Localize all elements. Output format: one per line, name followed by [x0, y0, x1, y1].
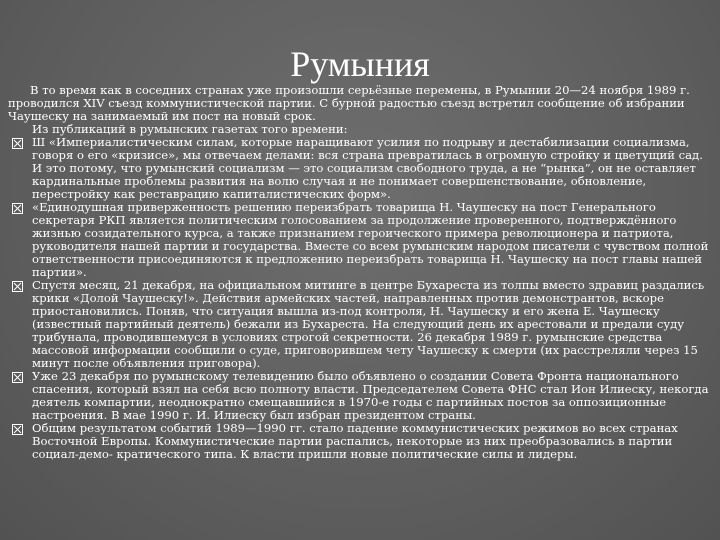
- list-item-text: Ш «Империалистическим силам, которые наращивают усилия по подрыву и дестабилизации социализма, говоря о его «кризисе», мы отвечаем делами: вся страна превратилась в огромную стройку и цветущий сад. И это потому, что румынский социализм — это социализм свободного труда, а не “рынка”, он не оставляет кардинальные проблемы развития на волю случая и не понимает совершенствование, обновление, перестройку как реставрацию капиталистических форм».: [32, 135, 703, 201]
- list-item: [8, 136, 710, 201]
- checkbox-cross-icon: [12, 203, 23, 214]
- list-item-text: Общим результатом событий 1989—1990 гг. стало падение коммунистических режимов во всех странах Восточной Европы. Коммунистические партии распались, некоторые из них преобразовались в партии социал-демо- кратического типа. К власти пришли новые политические силы и лидеры.: [32, 421, 678, 461]
- publications-heading: Из публикаций в румынских газетах того времени:: [32, 122, 348, 136]
- checkbox-cross-icon: [12, 424, 23, 435]
- checkbox-cross-icon: [12, 372, 23, 383]
- list-item-text: Спустя месяц, 21 декабря, на официальном митинге в центре Бухареста из толпы вместо здравиц раздались крики «Долой Чаушеску!». Действия армейских частей, направленных против демонстрантов, вскоре приостановились. Поняв, что ситуация вышла из-под контроля, Н. Чаушеску и его жена Е. Чаушеску (известный партийный деятель) бежали из Бухареста. На следующий день их арестовали и предали суду трибунала, проводившемуся в условиях строгой секретности. 26 декабря 1989 г. румынские средства массовой информации сообщили о суде, приговорившем чету Чаушеску к смерти (их расстреляли через 15 минут после объявления приговора).: [32, 278, 705, 370]
- checkbox-cross-icon: [12, 138, 23, 149]
- list-item: [8, 201, 710, 279]
- slide-body: [8, 84, 710, 461]
- list-item-text: «Единодушная приверженность решению переизбрать товарища Н. Чаушеску на пост Генерального секретаря РКП является политическим голосованием за продолжение проверенного, подтверждённого жизнью созидательного курса, а также признанием героического примера революционера и патриота, руководителя нашей партии и государства. Вместе со всем румынским народом писатели с чувством полной ответственности присоединяются к предложению переизбрать товарища Н. Чаушеску на пост главы нашей партии».: [32, 200, 709, 279]
- intro-paragraph: В то время как в соседних странах уже произошли серьёзные перемены, в Румынии 20—24 ноября 1989 г. проводился XIV съезд коммунистической партии. С бурной радостью съезд встретил сообщение об избрании Чаушеску на занимаемый им пост на новый срок.: [8, 83, 690, 123]
- checkbox-cross-icon: [12, 281, 23, 292]
- list-item: [8, 279, 710, 370]
- slide-title: Румыния: [290, 44, 430, 84]
- list-item: [8, 422, 710, 461]
- list-item: [8, 370, 710, 422]
- list-item-text: Уже 23 декабря по румынскому телевидению было объявлено о создании Совета Фронта национального спасения, который взял на себя всю полноту власти. Председателем Совета ФНС стал Ион Илиеску, некогда деятель компартии, неоднократно смещавшийся в 1970-е годы с партийных постов за оппозиционные настроения. В мае 1990 г. И. Илиеску был избран президентом страны.: [32, 369, 709, 422]
